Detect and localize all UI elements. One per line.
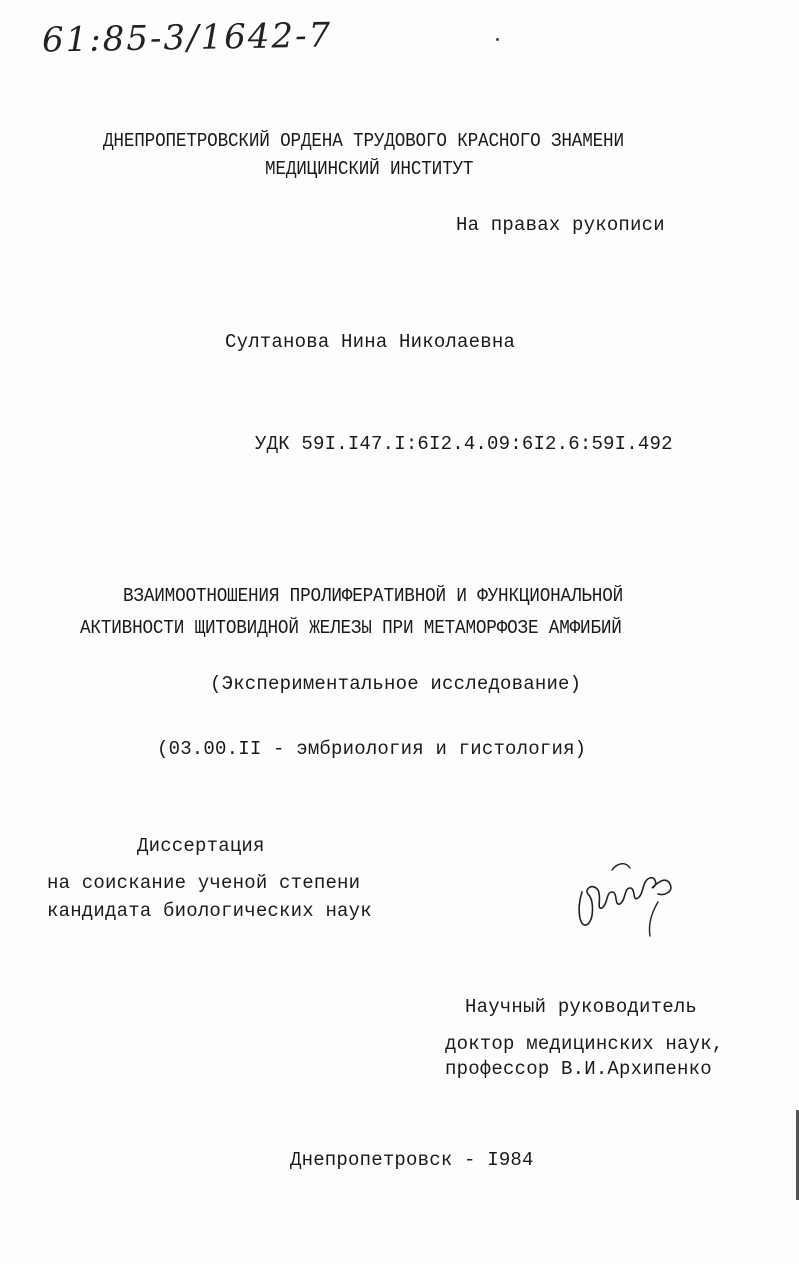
- signature: [572, 852, 682, 942]
- supervisor-line-2: профессор В.И.Архипенко: [445, 1058, 712, 1080]
- supervisor-line-1: доктор медицинских наук,: [445, 1033, 724, 1055]
- dissertation-line-1: на соискание ученой степени: [47, 872, 361, 894]
- archive-code: 61:85-3/1642-7: [41, 15, 333, 61]
- udc-code: УДК 59I.I47.I:6I2.4.09:6I2.6:59I.492: [255, 433, 673, 455]
- specialty: (03.00.II - эмбриология и гистология): [157, 738, 587, 760]
- manuscript-rights: На правах рукописи: [456, 214, 665, 236]
- institution-line-2: МЕДИЦИНСКИЙ ИНСТИТУТ: [265, 158, 474, 180]
- author-name: Султанова Нина Николаевна: [225, 331, 516, 353]
- dissertation-line-2: кандидата биологических наук: [47, 900, 372, 922]
- dissertation-heading: Диссертация: [137, 835, 265, 857]
- subtitle: (Экспериментальное исследование): [210, 673, 582, 695]
- supervisor-heading: Научный руководитель: [465, 996, 698, 1018]
- city-year: Днепропетровск - I984: [290, 1149, 534, 1171]
- ink-speck: [496, 38, 499, 41]
- institution-line-1: ДНЕПРОПЕТРОВСКИЙ ОРДЕНА ТРУДОВОГО КРАСНОГО ЗНАМЕНИ: [103, 130, 624, 152]
- title-line-1: ВЗАИМООТНОШЕНИЯ ПРОЛИФЕРАТИВНОЙ И ФУНКЦИОНАЛЬНОЙ: [123, 585, 624, 607]
- title-line-2: АКТИВНОСТИ ЩИТОВИДНОЙ ЖЕЛЕЗЫ ПРИ МЕТАМОРФОЗЕ АМФИБИЙ: [80, 617, 622, 639]
